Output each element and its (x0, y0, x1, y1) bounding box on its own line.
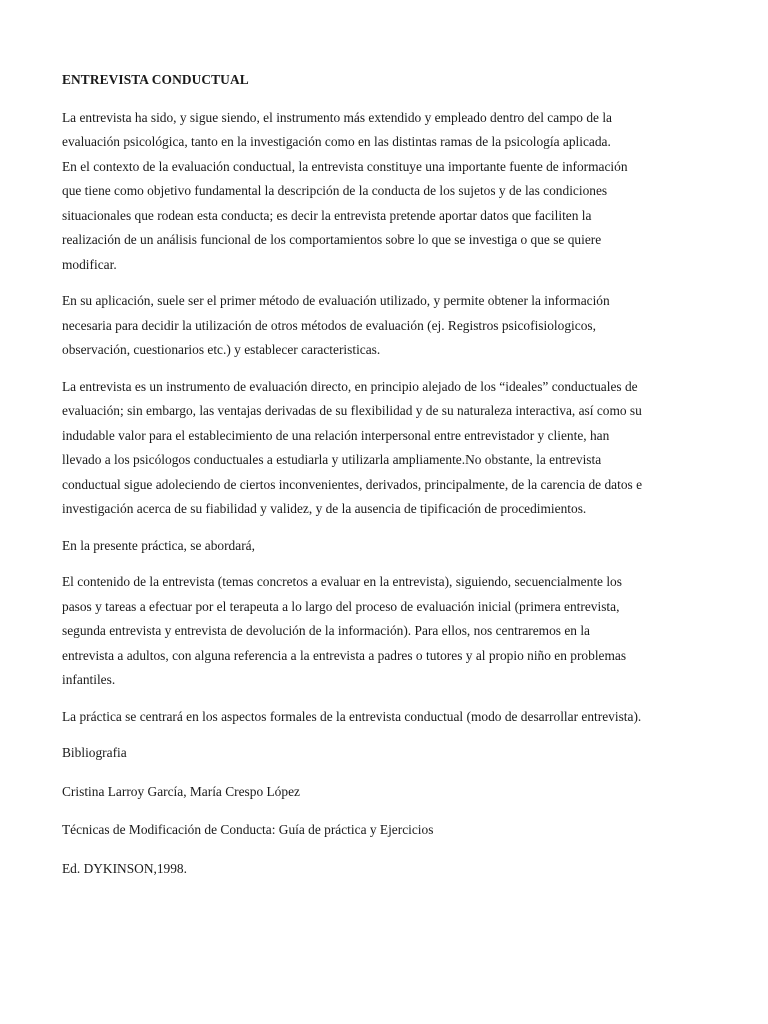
text-line: En el contexto de la evaluación conductual, la entrevista constituye una importante fuente de información (62, 158, 628, 174)
paragraph-content (62, 570, 710, 693)
text-line: observación, cuestionarios etc.) y establecer caracteristicas. (62, 342, 381, 357)
text-line: que tiene como objetivo fundamental la descripción de la conducta de los sujetos y de las condiciones (62, 183, 608, 198)
text-line: El contenido de la entrevista (temas concretos a evaluar en la entrevista), siguiendo, secuencialmente los (62, 574, 622, 589)
text-line: entrevista a adultos, con alguna referencia a la entrevista a padres o tutores y al propio niño en problemas (62, 647, 627, 663)
text-line: La práctica se centrará en los aspectos formales de la entrevista conductual (modo de desarrollar entrevista). (62, 708, 642, 724)
text-line: infantiles. (62, 672, 116, 687)
paragraph-practice-intro (62, 534, 710, 559)
text-line: necesaria para decidir la utilización de otros métodos de evaluación (ej. Registros psicofisiologicos, (62, 317, 596, 333)
text-line: conductual sigue adoleciendo de ciertos inconvenientes, derivados, principalmente, de la carencia de datos e (62, 476, 643, 492)
text-line: indudable valor para el establecimiento de una relación interpersonal entre entrevistador y cliente, han (62, 427, 610, 443)
text-line: evaluación; sin embargo, las ventajas derivadas de su flexibilidad y de su naturaleza interactiva, así como su (62, 403, 642, 418)
text-line: En la presente práctica, se abordará, (62, 537, 255, 553)
text-line: La entrevista ha sido, y sigue siendo, el instrumento más extendido y empleado dentro del campo de la (62, 109, 612, 125)
bibliography-heading: Bibliografia (62, 745, 127, 760)
text-line: En su aplicación, suele ser el primer método de evaluación utilizado, y permite obtener la información (62, 293, 610, 308)
text-line: investigación acerca de su fiabilidad y validez, y de la ausencia de tipificación de procedimientos. (62, 501, 587, 516)
text-line: llevado a los psicólogos conductuales a estudiarla y utilizarla ampliamente.No obstante, la entrevista (62, 452, 602, 467)
paragraph-application (62, 289, 710, 363)
paragraph-practice-focus (62, 705, 710, 730)
bibliography-book-title: Técnicas de Modificación de Conducta: Guía de práctica y Ejercicios (62, 822, 434, 837)
text-line: segunda entrevista y entrevista de devolución de la información). Para ellos, nos centraremos en la (62, 623, 591, 638)
text-line: evaluación psicológica, tanto en la investigación como en las distintas ramas de la psicología aplicada. (62, 134, 611, 149)
text-line: realización de un análisis funcional de los comportamientos sobre lo que se investiga o que se quiere (62, 232, 602, 247)
document-title: ENTREVISTA CONDUCTUAL (62, 72, 249, 87)
paragraph-instrument (62, 375, 710, 522)
text-line: modificar. (62, 256, 117, 272)
paragraph-intro (62, 106, 710, 278)
text-line: La entrevista es un instrumento de evaluación directo, en principio alejado de los “ideales” conductuales de (62, 378, 638, 394)
text-line: pasos y tareas a efectuar por el terapeuta a lo largo del proceso de evaluación inicial (primera entrevista, (62, 598, 620, 614)
text-line: situacionales que rodean esta conducta; es decir la entrevista pretende aportar datos que faciliten la (62, 207, 592, 223)
bibliography-authors: Cristina Larroy García, María Crespo López (62, 783, 300, 799)
bibliography-publisher: Ed. DYKINSON,1998. (62, 860, 187, 876)
document-page (62, 68, 710, 895)
